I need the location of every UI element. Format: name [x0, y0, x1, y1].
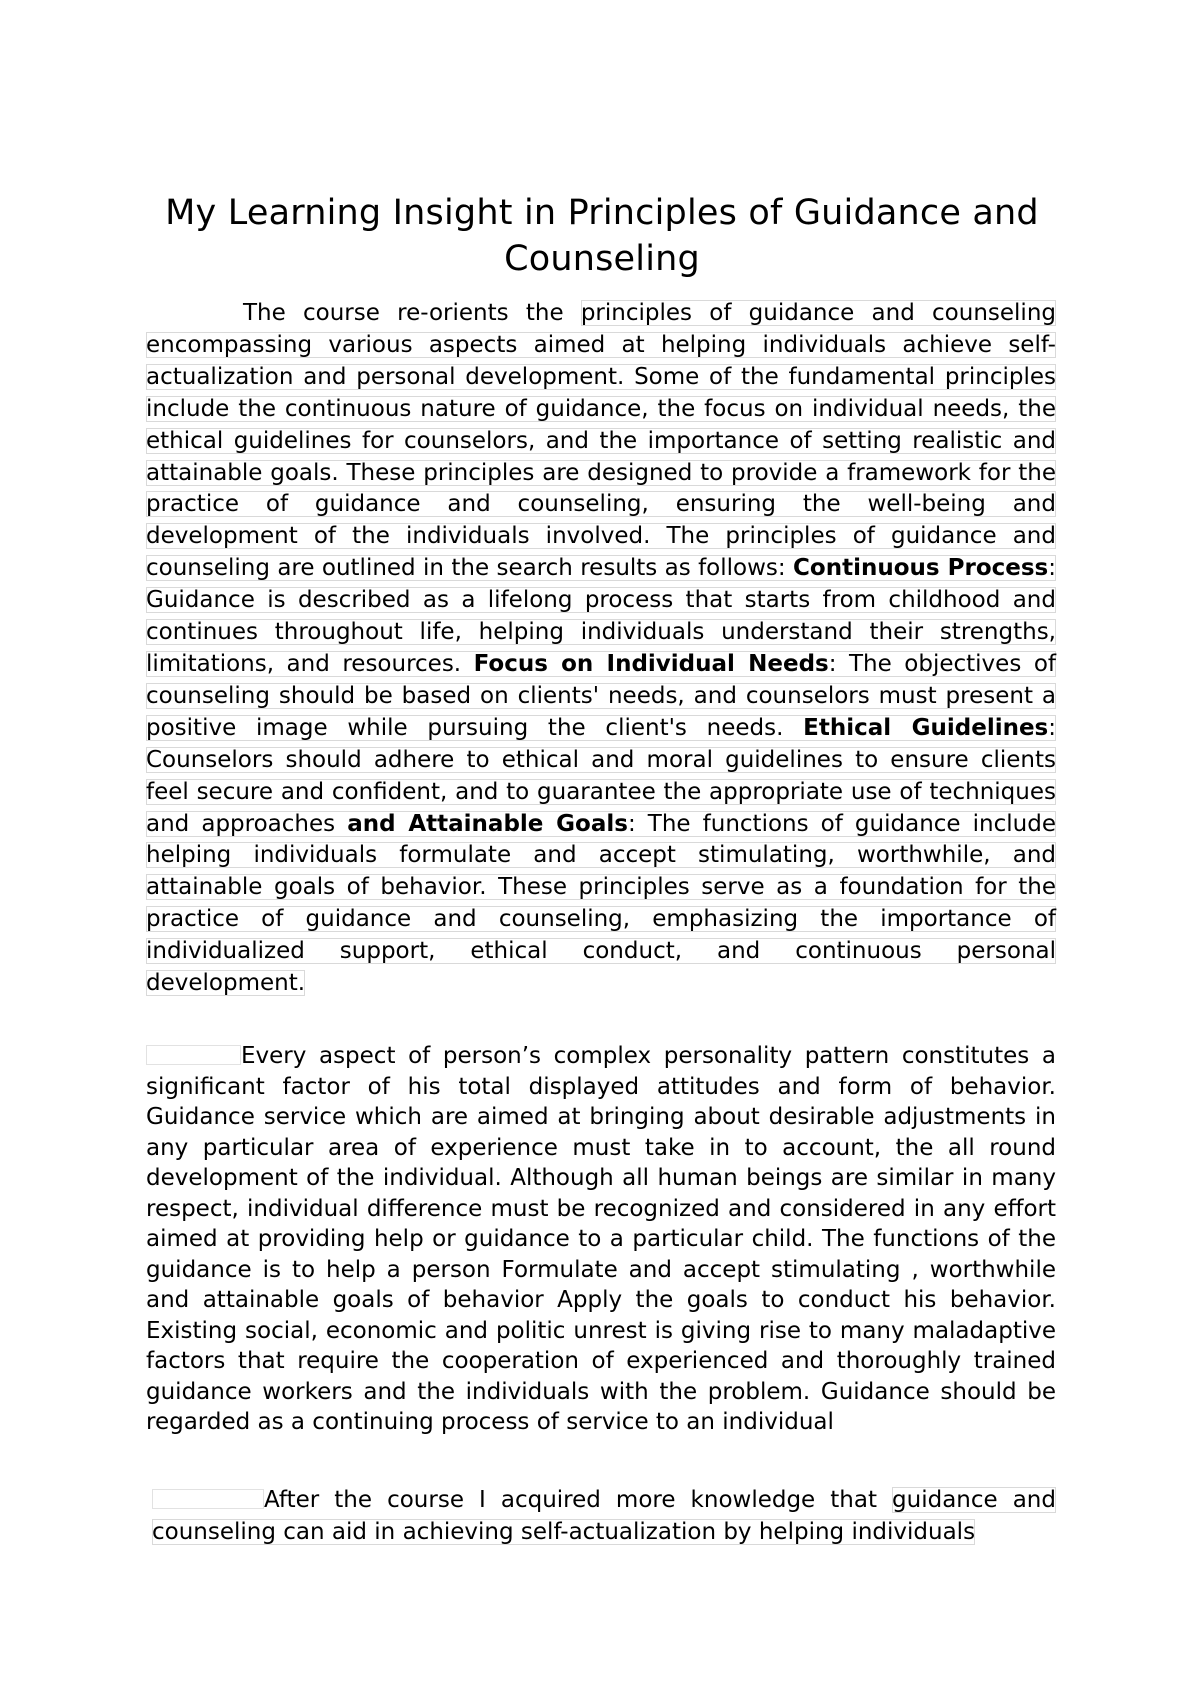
paragraph-lead: After the course I acquired more knowledge that	[264, 1487, 893, 1513]
term-continuous-process: Continuous Process	[793, 555, 1049, 582]
term-focus-on-individual-needs: Focus on Individual Needs	[473, 650, 829, 677]
term-attainable-goals: and Attainable Goals	[347, 810, 628, 837]
paragraph-principles	[146, 298, 1056, 1000]
document-title: My Learning Insight in Principles of Guidance and Counseling	[165, 193, 1039, 279]
highlighted-text	[146, 300, 1056, 996]
paragraph-after-course	[152, 1485, 1056, 1548]
term-focus-text: : The objectives of counseling should be based on clients' needs, and counselors must present a positive image while pursuing the client's needs.	[146, 650, 1056, 741]
first-line-indent	[146, 302, 243, 323]
paragraph-lead: The course re-orients the	[243, 300, 581, 326]
term-continuous-process-text: : Guidance is described as a lifelong process that starts from childhood and continues throughout life, helping individuals understand their strengths, limitations, and resources.	[146, 555, 1057, 677]
first-line-indent	[146, 1045, 241, 1066]
term-ethical-guidelines: Ethical Guidelines	[803, 714, 1049, 741]
term-attainable-text: : The functions of guidance include helping individuals formulate and accept stimulating, worthwhile, and attainable goals of behavior. These principles serve as a foundation for the practice of guidance and counseling, emphasizing the importance of individualized support, ethical conduct, and continuous personal development.	[146, 810, 1056, 997]
first-line-indent	[152, 1489, 264, 1510]
paragraph-text: Every aspect of person’s complex personality pattern constitutes a significant factor of his total displayed attitudes and form of behavior. Guidance service which are aimed at bringing about desirable adjustments in any particular area of experience must take in to account, the all round development of the individual. Although all human beings are similar in many respect, individual difference must be recognized and considered in any effort aimed at providing help or guidance to a particular child. The functions of the guidance is to help a person Formulate and accept stimulating , worthwhile and attainable goals of behavior Apply the goals to conduct his behavior. Existing social, economic and politic unrest is giving rise to many maladaptive factors that require the cooperation of experienced and thoroughly trained guidance workers and the individuals with the problem. Guidance should be regarded as a continuing process of service to an individual	[146, 1043, 1056, 1435]
highlighted-text: guidance and counseling can aid in achieving self-actualization by helping individuals	[152, 1487, 1056, 1545]
paragraph-personality	[146, 1041, 1056, 1438]
paragraph-body: principles of guidance and counseling encompassing various aspects aimed at helping individuals achieve self-actualization and personal development. Some of the fundamental principles include the continuous nature of guidance, the focus on individual needs, the ethical guidelines for counselors, and the importance of setting realistic and attainable goals. These principles are designed to provide a framework for the practice of guidance and counseling, ensuring the well-being and development of the individuals involved. The principles of guidance and counseling are outlined in the search results as follows:	[146, 300, 1056, 582]
term-ethical-text: : Counselors should adhere to ethical and moral guidelines to ensure clients feel secure and confident, and to guarantee the appropriate use of techniques and approaches	[146, 714, 1056, 837]
